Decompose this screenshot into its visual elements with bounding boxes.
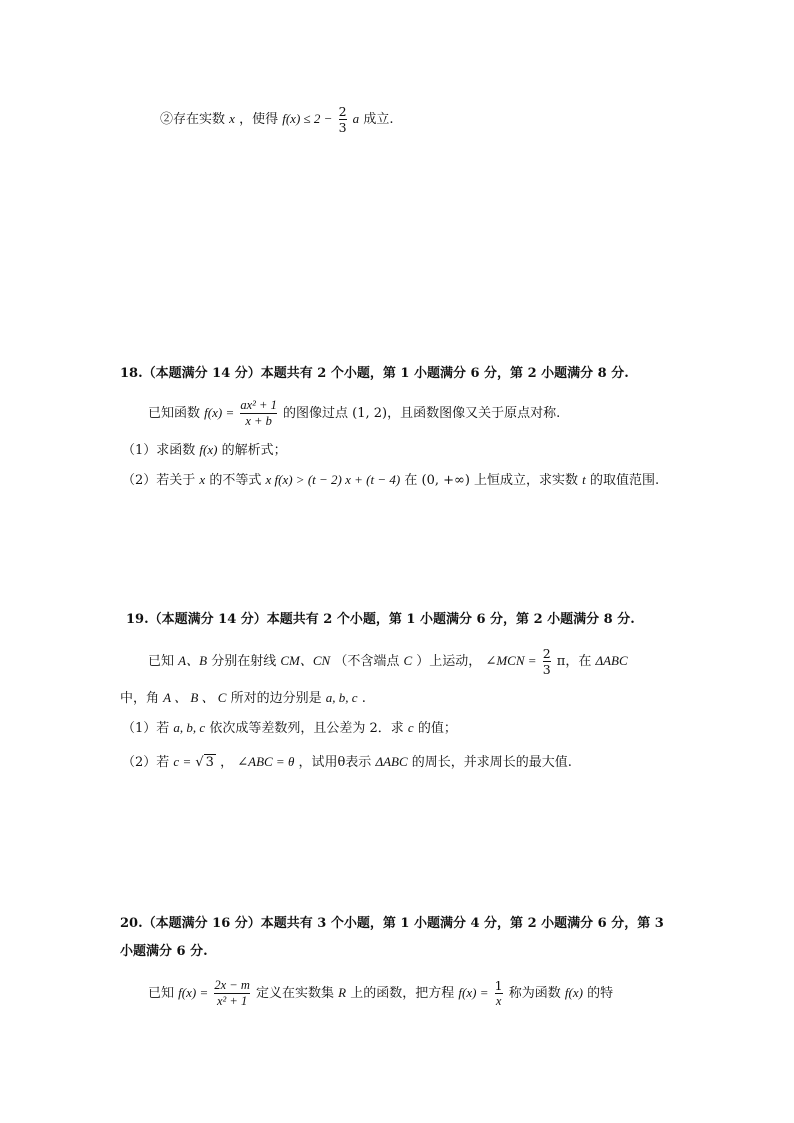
- math-expr: ΔABC: [595, 653, 628, 668]
- math-expr: a, b, c: [173, 720, 206, 735]
- text: 的解析式；: [221, 443, 287, 458]
- q20-header-line2: 小题满分 6 分.: [120, 944, 208, 959]
- var-x: x: [229, 111, 235, 126]
- math-expr: f(x) =: [458, 985, 489, 1000]
- math-expr: f(x) =: [178, 985, 209, 1000]
- numerator: 2x − m: [214, 978, 250, 992]
- q19-part1: [122, 718, 457, 739]
- denominator: x² + 1: [214, 993, 250, 1009]
- var-r: R: [338, 985, 347, 1000]
- intro-condition-2: [160, 104, 393, 135]
- math-expr: f(x) =: [204, 405, 235, 420]
- math-expr: f(x): [199, 442, 218, 457]
- intro-text: ，使得: [239, 112, 279, 127]
- math-expr: A 、 B 、 C: [163, 690, 227, 705]
- q19-header: 19.（本题满分 14 分）本题共有 2 个小题，第 1 小题满分 6 分，第 2 小题满分 8 分.: [126, 612, 635, 627]
- text: ）上运动，: [416, 654, 482, 669]
- numerator: 2: [338, 104, 347, 119]
- q18-header: 18.（本题满分 14 分）本题共有 2 个小题，第 1 小题满分 6 分，第 2 小题满分 8 分.: [120, 366, 629, 381]
- text: π，在: [556, 654, 592, 669]
- intro-text: ②存在实数: [160, 112, 226, 127]
- text: 的值；: [417, 721, 457, 736]
- math-expr: CM、CN: [280, 653, 331, 668]
- text: 已知: [148, 654, 175, 669]
- text: 的周长，并求周长的最大值.: [411, 755, 572, 770]
- var-c: C: [403, 653, 413, 668]
- denominator: 3: [338, 120, 347, 135]
- denominator: x + b: [240, 413, 276, 429]
- math-expr: A、B: [178, 653, 208, 668]
- intro-text: 成立.: [363, 112, 394, 127]
- var-t: t: [582, 472, 586, 487]
- sqrt-symbol: √: [195, 755, 204, 770]
- q18-part2: [122, 470, 659, 491]
- q18-given: [148, 398, 560, 429]
- text: 定义在实数集: [256, 986, 335, 1001]
- math-expr: x f(x) > (t − 2) x + (t − 4): [265, 472, 401, 487]
- var-c: c: [407, 720, 414, 735]
- text: 中，角: [120, 691, 160, 706]
- q19-given-line2: [120, 688, 366, 709]
- numerator: ax² + 1: [240, 398, 277, 412]
- text: 的特: [587, 986, 614, 1001]
- text: .: [361, 691, 366, 706]
- q20-header-line1: 20.（本题满分 16 分）本题共有 3 个小题，第 1 小题满分 4 分，第 2 小题满分 6 分，第 3: [120, 916, 664, 931]
- q18-part1: [122, 440, 287, 461]
- var-x: x: [199, 472, 206, 487]
- text: 已知函数: [148, 406, 201, 421]
- fraction: [240, 398, 276, 429]
- math-expr: f(x): [564, 985, 583, 1000]
- q20-given: [148, 978, 613, 1009]
- text: （1）若: [122, 721, 170, 736]
- text: 已知: [148, 986, 175, 1001]
- text: （2）若关于: [122, 473, 196, 488]
- math-expr: a, b, c: [325, 690, 358, 705]
- q19-part2: [122, 752, 572, 773]
- text: ，: [220, 755, 234, 770]
- text: 上的函数，把方程: [350, 986, 455, 1001]
- text: ，试用θ表示: [298, 755, 372, 770]
- math-expr: c =: [173, 754, 192, 769]
- fraction: [495, 978, 503, 1009]
- text: （不含端点: [334, 654, 400, 669]
- text: 称为函数: [508, 986, 561, 1001]
- numerator: 1: [494, 978, 503, 993]
- text: （1）求函数: [122, 443, 196, 458]
- text: 的图像过点 (1, 2)，且函数图像又关于原点对称.: [282, 406, 561, 421]
- fraction: [543, 646, 551, 677]
- radicand: 3: [205, 755, 214, 770]
- text: 分别在射线: [211, 654, 277, 669]
- fraction: [214, 978, 250, 1009]
- text: 所对的边分别是: [230, 691, 322, 706]
- text: 依次成等差数列，且公差为 2．求: [209, 721, 404, 736]
- text: 的取值范围.: [589, 473, 660, 488]
- text: 在 (0, +∞) 上恒成立，求实数: [404, 473, 579, 488]
- denominator: 3: [542, 662, 551, 677]
- math-expr: ΔABC: [375, 754, 408, 769]
- denominator: x: [495, 994, 502, 1008]
- text: 的不等式: [209, 473, 262, 488]
- math-expr: f(x) ≤ 2 −: [282, 111, 333, 126]
- numerator: 2: [542, 646, 551, 661]
- math-expr: ∠ABC = θ: [237, 754, 295, 769]
- q19-given: [148, 646, 628, 677]
- math-expr: ∠MCN =: [485, 653, 537, 668]
- fraction: [339, 104, 347, 135]
- var-a: a: [352, 111, 360, 126]
- text: （2）若: [122, 755, 170, 770]
